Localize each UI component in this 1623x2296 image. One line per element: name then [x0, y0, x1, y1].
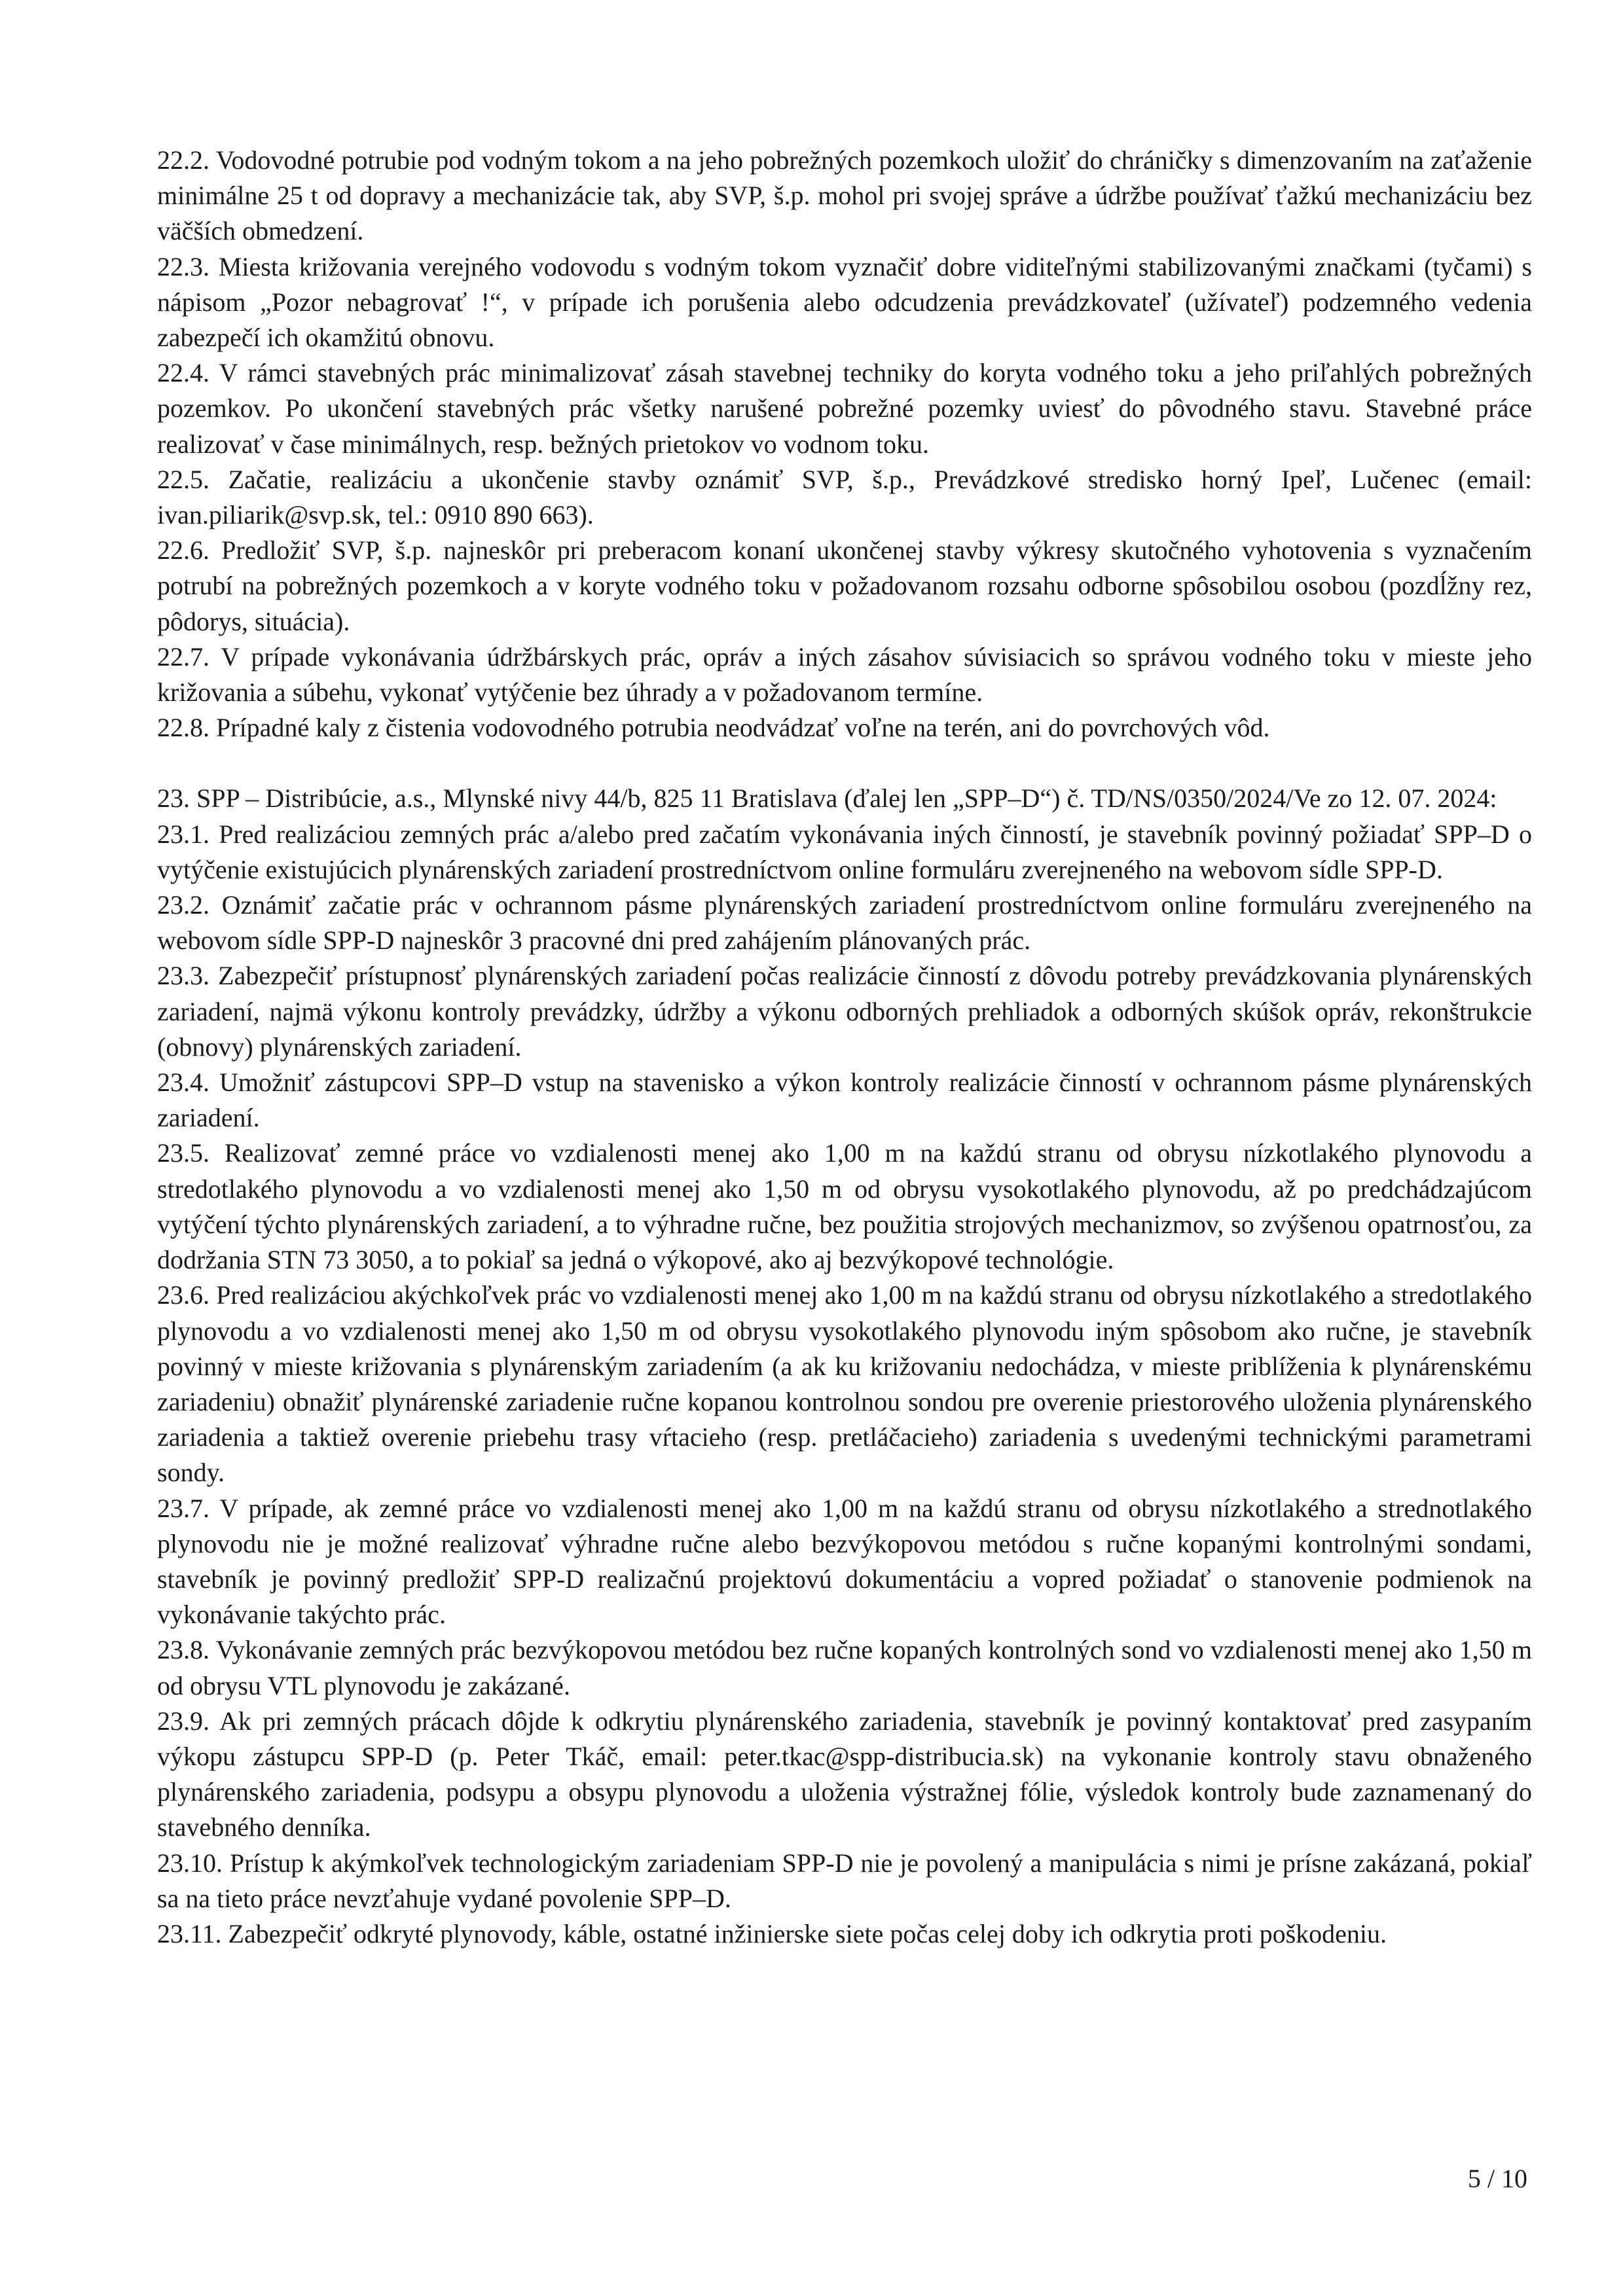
- paragraph-22-5: 22.5. Začatie, realizáciu a ukončenie stavby oznámiť SVP, š.p., Prevádzkové stredisko horný Ipeľ, Lučenec (email: ivan.piliarik@svp.sk, tel.: 0910 890 663).: [157, 464, 1532, 530]
- paragraph-22-4: 22.4. V rámci stavebných prác minimalizovať zásah stavebnej techniky do koryta vodného toku a jeho priľahlých pobrežných pozemkov. Po ukončení stavebných prác všetky narušené pobrežné pozemky uviesť do pôvodného stavu. Stavebné práce realizovať v čase minimálnych, resp. bežných prietokov vo vodnom toku.: [157, 358, 1532, 459]
- paragraph-22-3: 22.3. Miesta križovania verejného vodovodu s vodným tokom vyznačiť dobre viditeľnými stabilizovanými značkami (tyčami) s nápisom „Pozor nebagrovať !“, v prípade ich porušenia alebo odcudzenia prevádzkovateľ (užívateľ) podzemného vedenia zabezpečí ich okamžitú obnovu.: [157, 251, 1532, 353]
- paragraph-23-11: 23.11. Zabezpečiť odkryté plynovody, káble, ostatné inžinierske siete počas celej doby ich odkrytia proti poškodeniu.: [157, 1918, 1387, 1948]
- section-spacer: [157, 745, 1532, 781]
- paragraph-22-7: 22.7. V prípade vykonávania údržbárskych prác, opráv a iných zásahov súvisiacich so správou vodného toku v mieste jeho križovania a súbehu, vykonať vytýčenie bez úhrady a v požadovanom termíne.: [157, 641, 1532, 708]
- page-number: 5 / 10: [1467, 2164, 1527, 2193]
- paragraph-23-1: 23.1. Pred realizáciou zemných prác a/alebo pred začatím vykonávania iných činností, je stavebník povinný požiadať SPP–D o vytýčenie existujúcich plynárenských zariadení prostredníctvom online formuláru zverejneného na webovom sídle SPP-D.: [157, 819, 1532, 884]
- paragraph-23-10: 23.10. Prístup k akýmkoľvek technologickým zariadeniam SPP-D nie je povolený a manipulácia s nimi je prísne zakázaná, pokiaľ sa na tieto práce nevzťahuje vydané povolenie SPP–D.: [157, 1848, 1532, 1913]
- paragraph-22-8: 22.8. Prípadné kaly z čistenia vodovodného potrubia neodvádzať voľne na terén, ani do povrchových vôd.: [157, 713, 1270, 743]
- paragraph-23-4: 23.4. Umožniť zástupcovi SPP–D vstup na stavenisko a výkon kontroly realizácie činností v ochrannom pásme plynárenských zariadení.: [157, 1067, 1532, 1133]
- paragraph-23-2: 23.2. Oznámiť začatie prác v ochrannom pásme plynárenských zariadení prostredníctvom online formuláru zverejneného na webovom sídle SPP-D najneskôr 3 pracovné dni pred zahájením plánovaných prác.: [157, 890, 1532, 956]
- section-23-heading: 23. SPP – Distribúcie, a.s., Mlynské nivy 44/b, 825 11 Bratislava (ďalej len „SPP–D“) č. TD/NS/0350/2024/Ve zo 12. 07. 2024:: [157, 783, 1497, 814]
- paragraph-22-6: 22.6. Predložiť SVP, š.p. najneskôr pri preberacom konaní ukončenej stavby výkresy skutočného vyhotovenia s vyznačením potrubí na pobrežných pozemkoch a v koryte vodného toku v požadovanom rozsahu odborne spôsobilou osobou (pozdĺžny rez, pôdorys, situácia).: [157, 535, 1532, 636]
- paragraph-23-3: 23.3. Zabezpečiť prístupnosť plynárenských zariadení počas realizácie činností z dôvodu potreby prevádzkovania plynárenských zariadení, najmä výkonu kontroly prevádzky, údržby a výkonu odborných prehliadok a odborných skúšok opráv, rekonštrukcie (obnovy) plynárenských zariadení.: [157, 961, 1532, 1062]
- paragraph-22-2: 22.2. Vodovodné potrubie pod vodným tokom a na jeho pobrežných pozemkoch uložiť do chráničky s dimenzovaním na zaťaženie minimálne 25 t od dopravy a mechanizácie tak, aby SVP, š.p. mohol pri svojej správe a údržbe používať ťažkú mechanizáciu bez väčších obmedzení.: [157, 145, 1532, 246]
- paragraph-23-5: 23.5. Realizovať zemné práce vo vzdialenosti menej ako 1,00 m na každú stranu od obrysu nízkotlakého plynovodu a stredotlakého plynovodu a vo vzdialenosti menej ako 1,50 m od obrysu vysokotlakého plynovodu, až po predchádzajúcom vytýčení týchto plynárenských zariadení, a to výhradne ručne, bez použitia strojových mechanizmov, so zvýšenou opatrnosťou, za dodržania STN 73 3050, a to pokiaľ sa jedná o výkopové, ako aj bezvýkopové technológie.: [157, 1138, 1532, 1275]
- paragraph-23-6: 23.6. Pred realizáciou akýchkoľvek prác vo vzdialenosti menej ako 1,00 m na každú stranu od obrysu nízkotlakého a stredotlakého plynovodu a vo vzdialenosti menej ako 1,50 m od obrysu vysokotlakého plynovodu iným spôsobom ako ručne, je stavebník povinný v mieste križovania s plynárenským zariadením (a ak ku križovaniu nedochádza, v mieste priblíženia k plynárenskému zariadeniu) obnažiť plynárenské zariadenie ručne kopanou kontrolnou sondou pre overenie priestorového uloženia plynárenského zariadenia a taktiež overenie priebehu trasy vŕtacieho (resp. pretláčacieho) zariadenia s uvedenými technickými parametrami sondy.: [157, 1280, 1532, 1488]
- paragraph-23-8: 23.8. Vykonávanie zemných prác bezvýkopovou metódou bez ručne kopaných kontrolných sond vo vzdialenosti menej ako 1,50 m od obrysu VTL plynovodu je zakázané.: [157, 1635, 1532, 1700]
- paragraph-23-7: 23.7. V prípade, ak zemné práce vo vzdialenosti menej ako 1,00 m na každú stranu od obrysu nízkotlakého a strednotlakého plynovodu nie je možné realizovať výhradne ručne alebo bezvýkopovou metódou s ručne kopanými kontrolnými sondami, stavebník je povinný predložiť SPP-D realizačnú projektovú dokumentáciu a vopred požiadať o stanovenie podmienok na vykonávanie takýchto prác.: [157, 1493, 1532, 1630]
- document-body: [157, 143, 1532, 1952]
- paragraph-23-9: 23.9. Ak pri zemných prácach dôjde k odkrytiu plynárenského zariadenia, stavebník je povinný kontaktovať pred zasypaním výkopu zástupcu SPP-D (p. Peter Tkáč, email: peter.tkac@spp-distribucia.sk) na vykonanie kontroly stavu obnaženého plynárenského zariadenia, podsypu a obsypu plynovodu a uloženia výstražnej fólie, výsledok kontroly bude zaznamenaný do stavebného denníka.: [157, 1706, 1532, 1842]
